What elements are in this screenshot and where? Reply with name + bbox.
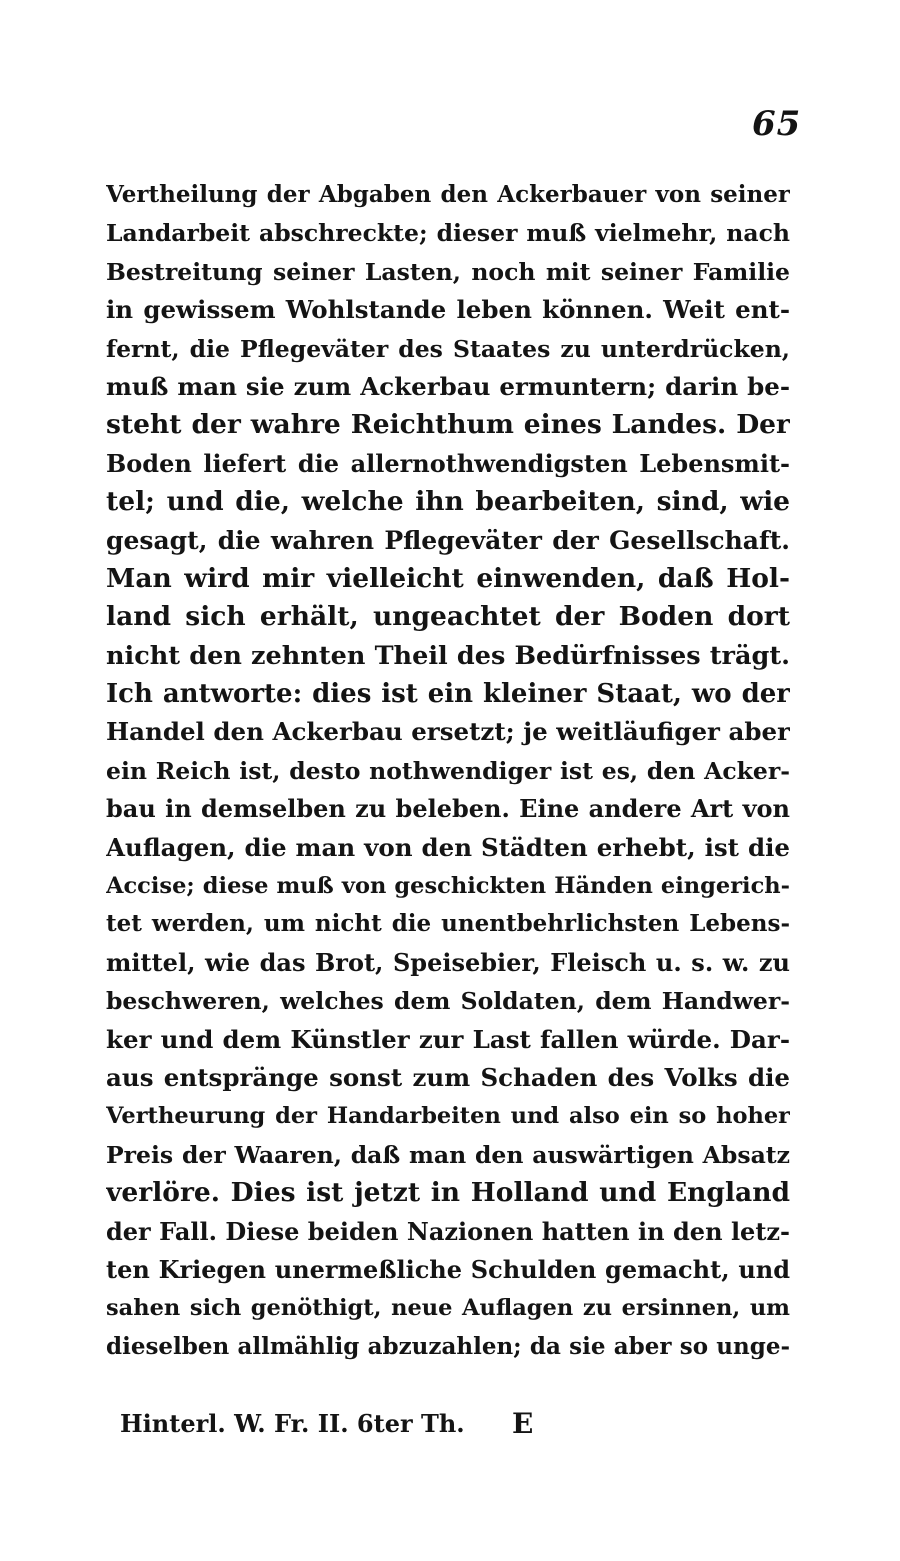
text-line: bau in demselben zu beleben. Eine andere Art von — [106, 794, 790, 824]
text-line: Vertheurung der Handarbeiten und also ein so hoher — [106, 1103, 790, 1130]
page-footer — [120, 1404, 560, 1444]
text-line: land sich erhält, ungeachtet der Boden dort — [106, 601, 790, 633]
text-line: gesagt, die wahren Pflegeväter der Gesellschaft. — [106, 525, 790, 555]
text-line: tel; und die, welche ihn bearbeiten, sind, wie — [106, 486, 790, 518]
body-text — [106, 176, 790, 1366]
text-line: Boden liefert die allernothwendigsten Lebensmit- — [106, 448, 790, 478]
text-line: verlöre. Dies ist jetzt in Holland und England — [106, 1177, 790, 1209]
signature-mark: E — [512, 1407, 534, 1440]
text-line: ker und dem Künstler zur Last fallen würde. Dar- — [106, 1024, 790, 1054]
printer-signature: Hinterl. W. Fr. II. 6ter Th. — [120, 1409, 465, 1438]
text-line: mittel, wie das Brot, Speisebier, Fleisch u. s. w. zu — [106, 947, 790, 977]
text-line: Handel den Ackerbau ersetzt; je weitläufiger aber — [106, 717, 790, 747]
text-line: sahen sich genöthigt, neue Auflagen zu ersinnen, um — [106, 1295, 790, 1322]
text-line: ein Reich ist, desto nothwendiger ist es, den Acker- — [106, 756, 790, 785]
text-line: nicht den zehnten Theil des Bedürfnisses trägt. — [106, 640, 790, 671]
text-line: Bestreitung seiner Lasten, noch mit seiner Familie — [106, 257, 790, 286]
text-line: fernt, die Pflegeväter des Staates zu unterdrücken, — [106, 334, 790, 363]
text-line: dieselben allmählig abzuzahlen; da sie aber so unge- — [106, 1332, 790, 1360]
text-line: Auflagen, die man von den Städten erhebt, ist die — [106, 832, 790, 862]
text-line: beschweren, welches dem Soldaten, dem Handwer- — [106, 987, 790, 1016]
text-line: Man wird mir vielleicht einwenden, daß Hol- — [106, 562, 790, 594]
text-line: aus entspränge sonst zum Schaden des Volks die — [106, 1062, 790, 1092]
text-line: muß man sie zum Ackerbau ermuntern; darin be- — [106, 371, 790, 401]
text-line: in gewissem Wohlstande leben können. Weit ent- — [106, 295, 790, 325]
text-line: der Fall. Diese beiden Nazionen hatten in den letz- — [106, 1216, 790, 1246]
text-line: steht der wahre Reichthum eines Landes. Der — [106, 409, 790, 441]
text-line: Accise; diese muß von geschickten Händen eingerich- — [106, 873, 790, 900]
page-number: 65 — [752, 104, 802, 144]
text-line: Ich antworte: dies ist ein kleiner Staat, wo der — [106, 679, 790, 710]
text-line: Preis der Waaren, daß man den auswärtigen Absatz — [106, 1140, 790, 1169]
text-line: tet werden, um nicht die unentbehrlichsten Lebens- — [106, 910, 790, 938]
text-line: Landarbeit abschreckte; dieser muß vielmehr, nach — [106, 219, 790, 248]
text-line: ten Kriegen unermeßliche Schulden gemacht, und — [106, 1254, 790, 1284]
text-line: Vertheilung der Abgaben den Ackerbauer von seiner — [106, 181, 790, 208]
